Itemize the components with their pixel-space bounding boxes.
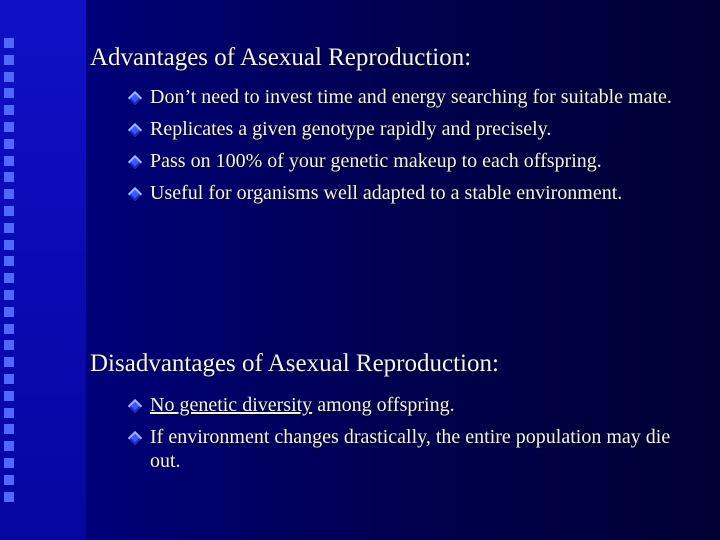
square-decoration-icon (4, 88, 14, 98)
square-decoration-icon (4, 408, 14, 418)
list-item (130, 394, 700, 418)
square-decoration-icon (4, 340, 14, 350)
list-item (130, 118, 700, 142)
bullet-text: Pass on 100% of your genetic makeup to each offspring. (150, 150, 602, 172)
square-decoration-icon (4, 256, 14, 266)
disadvantages-list (130, 394, 700, 482)
square-decoration-icon (4, 475, 14, 485)
bullet-text: If environment changes drastically, the entire population may die out. (150, 426, 671, 472)
diamond-bullet-icon (128, 123, 142, 137)
square-decoration-icon (4, 172, 14, 182)
square-decoration-icon (4, 105, 14, 115)
square-decoration-icon (4, 307, 14, 317)
square-decoration-icon (4, 357, 14, 367)
list-item (130, 86, 700, 110)
square-decoration-icon (4, 290, 14, 300)
square-decoration-icon (4, 38, 14, 48)
square-decoration-icon (4, 391, 14, 401)
diamond-bullet-icon (128, 399, 142, 413)
square-decoration-icon (4, 139, 14, 149)
square-decoration-icon (4, 206, 14, 216)
bullet-text: Don’t need to invest time and energy searching for suitable mate. (150, 86, 672, 108)
square-decoration-icon (4, 72, 14, 82)
square-decoration-icon (4, 223, 14, 233)
list-item (130, 426, 700, 473)
diamond-bullet-icon (128, 187, 142, 201)
bullet-text: Useful for organisms well adapted to a stable environment. (150, 182, 623, 204)
diamond-bullet-icon (128, 431, 142, 445)
diamond-bullet-icon (128, 155, 142, 169)
advantages-list (130, 86, 700, 214)
bullet-text: Replicates a given genotype rapidly and precisely. (150, 118, 552, 140)
list-item (130, 182, 700, 206)
square-decoration-icon (4, 324, 14, 334)
square-decoration-icon (4, 441, 14, 451)
square-decoration-icon (4, 273, 14, 283)
square-decoration-icon (4, 55, 14, 65)
no-genetic-diversity-link[interactable]: No genetic diversity (150, 394, 313, 416)
square-decoration-icon (4, 492, 14, 502)
list-item (130, 150, 700, 174)
diamond-bullet-icon (128, 91, 142, 105)
advantages-heading: Advantages of Asexual Reproduction: (90, 44, 472, 71)
square-decoration-icon (4, 424, 14, 434)
disadvantages-heading: Disadvantages of Asexual Reproduction: (90, 350, 499, 377)
square-decoration-icon (4, 189, 14, 199)
square-decoration-icon (4, 122, 14, 132)
bullet-text: among offspring. (312, 394, 455, 416)
square-decoration-icon (4, 240, 14, 250)
square-decoration-icon (4, 156, 14, 166)
square-decoration-icon (4, 374, 14, 384)
square-decoration-icon (4, 458, 14, 468)
